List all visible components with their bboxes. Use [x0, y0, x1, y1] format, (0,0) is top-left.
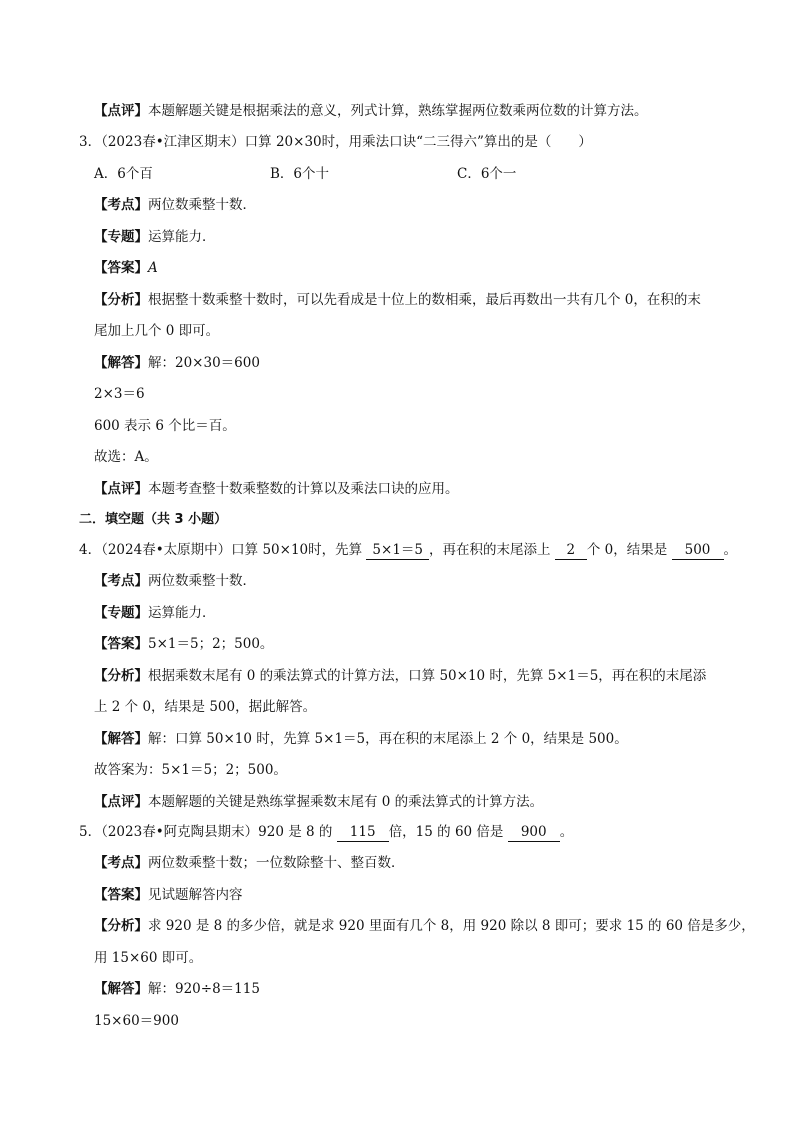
- analysis: [94, 290, 734, 310]
- knowledge-tag: 【考点】: [94, 573, 148, 589]
- comment-text: 本题解题的关键是熟练掌握乘数末尾有 0 的乘法算式的计算方法。: [148, 794, 544, 810]
- blank-2: 900: [508, 824, 560, 842]
- answer-text: 5×1＝5；2；500。: [148, 636, 274, 652]
- comment-line: [94, 479, 734, 499]
- solution-choice: [94, 447, 734, 467]
- question-4-text: 4．（2024春•太原期中）口算 50×10时，先算: [79, 542, 363, 558]
- blank-2: 2: [555, 542, 587, 560]
- analysis-tag: 【分析】: [94, 292, 148, 308]
- question-3-options: [94, 164, 734, 184]
- analysis-cont: [94, 948, 734, 968]
- analysis-tag: 【分析】: [94, 918, 148, 934]
- answer: [94, 634, 734, 654]
- solution-tag: 【解答】: [94, 355, 148, 371]
- knowledge-tag: 【考点】: [94, 855, 148, 871]
- answer-tag: 【答案】: [94, 636, 148, 652]
- question-5-text: 。: [559, 824, 574, 840]
- section-heading: 二．填空题（共 3 小题）: [79, 512, 228, 527]
- knowledge-tag: 【考点】: [94, 197, 148, 213]
- question-5-text: 5．（2023春•阿克陶县期末）920 是 8 的: [79, 824, 333, 840]
- solution-step-text: 600 表示 6 个比＝百。: [94, 418, 236, 434]
- analysis: [94, 666, 734, 686]
- analysis-text: 求 920 是 8 的多少倍，就是求 920 里面有几个 8，用 920 除以 8 即可；要求 15 的 60 倍是多少，: [148, 918, 755, 934]
- blank-3: 500: [672, 542, 724, 560]
- knowledge-text: 两位数乘整十数；一位数除整十、整百数．: [148, 855, 405, 871]
- topic: [94, 603, 734, 623]
- knowledge-point: [94, 195, 734, 215]
- solution-step-text: 2×3＝6: [94, 386, 145, 402]
- solution: [94, 979, 734, 999]
- solution: [94, 353, 734, 373]
- topic: [94, 227, 734, 247]
- question-3-text: 3．（2023春•江津区期末）口算 20×30时，用乘法口诀“二三得六”算出的是（ ）: [79, 134, 592, 150]
- solution-choice-text: 故选：A。: [94, 449, 158, 465]
- option-b: B．6个十: [270, 166, 330, 182]
- analysis-text: 根据整十数乘整十数时，可以先看成是十位上的数相乘，最后再数出一共有几个 0，在积的末: [148, 292, 701, 308]
- analysis-tag: 【分析】: [94, 668, 148, 684]
- analysis-cont-text: 上 2 个 0，结果是 500，据此解答。: [94, 699, 317, 715]
- comment-text: 本题考查整十数乘整数的计算以及乘法口诀的应用。: [148, 481, 459, 497]
- solution-text: 解：920÷8＝115: [148, 981, 260, 997]
- question-4-text: 。: [723, 542, 737, 558]
- analysis-text: 根据乘数末尾有 0 的乘法算式的计算方法，口算 50×10 时，先算 5×1＝5，再在积的末尾添: [148, 668, 707, 684]
- topic-text: 运算能力．: [148, 605, 216, 621]
- topic-tag: 【专题】: [94, 605, 148, 621]
- comment-tag: 【点评】: [94, 103, 148, 119]
- solution-text: 解：口算 50×10 时，先算 5×1＝5，再在积的末尾添上 2 个 0，结果是 500。: [148, 731, 628, 747]
- topic-text: 运算能力．: [148, 229, 216, 245]
- answer: [94, 258, 734, 278]
- answer-text: 见试题解答内容: [148, 887, 243, 903]
- solution-step: [94, 384, 734, 404]
- comment-tag: 【点评】: [94, 794, 148, 810]
- blank-1: 115: [337, 824, 389, 842]
- question-4-text: ，再在积的末尾添上: [429, 542, 551, 558]
- knowledge-text: 两位数乘整十数．: [148, 573, 256, 589]
- question-5: [79, 822, 734, 842]
- solution-step: [94, 1011, 734, 1031]
- solution-tag: 【解答】: [94, 731, 148, 747]
- solution: [94, 729, 734, 749]
- solution-answer-text: 故答案为：5×1＝5；2；500。: [94, 762, 287, 778]
- question-4: [79, 540, 737, 560]
- solution-text: 解：20×30＝600: [148, 355, 260, 371]
- solution-answer: [94, 760, 734, 780]
- answer-tag: 【答案】: [94, 260, 148, 276]
- solution-step: [94, 416, 734, 436]
- question-4-text: 个 0，结果是: [586, 542, 668, 558]
- comment-line: [94, 792, 734, 812]
- answer: [94, 885, 734, 905]
- knowledge-point: [94, 571, 734, 591]
- option-c: C．6个一: [457, 166, 517, 182]
- blank-1: 5×1＝5: [366, 542, 429, 560]
- knowledge-point: [94, 853, 734, 873]
- question-5-text: 倍，15 的 60 倍是: [388, 824, 504, 840]
- question-3: [79, 132, 734, 152]
- answer-text: A: [148, 260, 158, 276]
- solution-tag: 【解答】: [94, 981, 148, 997]
- analysis-cont: [94, 321, 734, 341]
- comment-line: [94, 101, 734, 121]
- analysis-cont-text: 尾加上几个 0 即可。: [94, 323, 220, 339]
- comment-tag: 【点评】: [94, 481, 148, 497]
- comment-text: 本题解题关键是根据乘法的意义，列式计算，熟练掌握两位数乘两位数的计算方法。: [148, 103, 648, 119]
- analysis-cont: [94, 697, 734, 717]
- analysis: [94, 916, 755, 936]
- option-a: A．6个百: [94, 166, 153, 182]
- solution-step-text: 15×60＝900: [94, 1013, 179, 1029]
- analysis-cont-text: 用 15×60 即可。: [94, 950, 203, 966]
- knowledge-text: 两位数乘整十数．: [148, 197, 256, 213]
- answer-tag: 【答案】: [94, 887, 148, 903]
- topic-tag: 【专题】: [94, 229, 148, 245]
